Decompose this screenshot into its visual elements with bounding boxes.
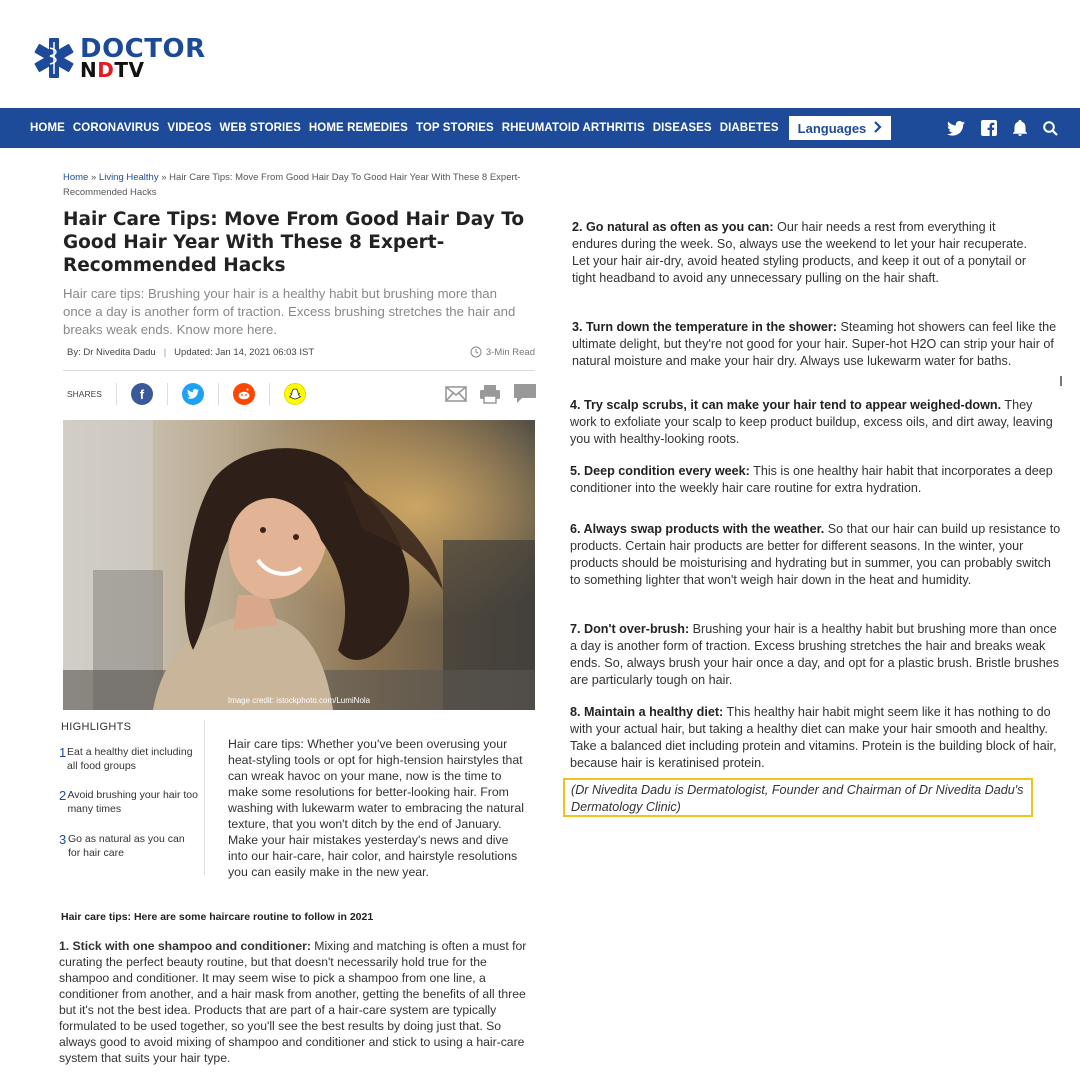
updated-date: Updated: Jan 14, 2021 06:03 IST bbox=[174, 346, 315, 358]
logo-ndtv-text: NDTV bbox=[80, 58, 145, 82]
facebook-share-button[interactable]: f bbox=[131, 383, 153, 405]
nav-videos[interactable]: VIDEOS bbox=[167, 122, 212, 134]
tip-paragraph-2: 2. Go natural as often as you can: Our hair needs a rest from everything it endures during the week. So, always use the weekend to let your hair recuperate. Let your hair air-dry, avoid heated styling products, and keep it out of a ponytail or tight headband to avoid any unnecessary pulling on the hair shaft. bbox=[572, 220, 1028, 285]
highlight-item bbox=[59, 745, 199, 773]
meta-divider: | bbox=[163, 346, 167, 358]
divider bbox=[269, 383, 270, 405]
email-share-icon[interactable] bbox=[445, 386, 467, 402]
shares-label: SHARES bbox=[67, 389, 102, 399]
breadcrumb-home[interactable]: Home bbox=[63, 172, 89, 183]
tip-paragraph-5: 5. Deep condition every week: This is one healthy hair habit that incorporates a deep conditioner into the weekly hair care routine for extra hydration. bbox=[570, 464, 1053, 495]
article-intro: Hair care tips: Whether you've been overusing your heat-styling tools or opt for high-tension hairstyles that can wreak havoc on your mane, now is the time to make some resolutions for better-looking hair. From washing with lukewarm water to embracing the natural texture, that you won't ditch by the end of January. Make your hair mistakes yesterday's news and dive into our hair-care, hair color, and hairstyle resolutions you can easily make in the new year. bbox=[228, 737, 524, 879]
clock-icon bbox=[470, 346, 482, 358]
nav-diseases[interactable]: DISEASES bbox=[652, 122, 712, 134]
scroll-marker bbox=[1060, 376, 1062, 386]
nav-coronavirus[interactable]: CORONAVIRUS bbox=[72, 122, 160, 134]
share-bar bbox=[67, 380, 537, 408]
tip-paragraph-3: 3. Turn down the temperature in the shower: Steaming hot showers can feel like the ultimate delight, but they're not good for your hair. Super-hot H2O can strip your hair of natural moisture and make your hair dry. Always use lukewarm water for baths. bbox=[572, 320, 1057, 368]
article-meta bbox=[67, 346, 535, 358]
site-logo[interactable] bbox=[32, 36, 206, 80]
tip-paragraph-1: 1. Stick with one shampoo and conditioner: Mixing and matching is often a must for curating the perfect beauty routine, but that doesn't necessarily hold true for the shampoo and conditioner. It may seem wise to pick a shampoo from one line, a conditioner from another, and a hair mask from another, getting the benefits of all three but it's not the best idea. Products that are part of a hair-care system are typically formulated to be used together, so you'll see the best results by doing just that. So always good to avoid mixing of shampoo and conditioner and stick to using a hair-care system that suits your hair type. bbox=[59, 939, 527, 1065]
reddit-share-button[interactable] bbox=[233, 383, 255, 405]
tip-paragraph-7: 7. Don't over-brush: Brushing your hair is a healthy habit but brushing more than once a day is another form of traction. Excess brushing stretches the hair and breaks weak ends. So, always brush your hair once a day, and opt for a plastic brush. Bristle brushes are particularly tough on hair. bbox=[570, 622, 1060, 687]
highlights-title: HIGHLIGHTS bbox=[61, 721, 132, 733]
author-note: (Dr Nivedita Dadu is Dermatologist, Founder and Chairman of Dr Nivedita Dadu's Dermatology Clinic) bbox=[563, 778, 1033, 817]
highlight-text: Eat a healthy diet including all food groups bbox=[67, 746, 193, 772]
nav-home-remedies[interactable]: HOME REMEDIES bbox=[308, 122, 408, 134]
comment-icon[interactable] bbox=[513, 383, 537, 405]
tip-paragraph-4: 4. Try scalp scrubs, it can make your hair tend to appear weighed-down. They work to exfoliate your scalp to keep product buildup, excess oils, and dirt away, leaving you with healthy-looking roots. bbox=[570, 398, 1053, 446]
facebook-icon[interactable] bbox=[981, 120, 997, 136]
languages-button[interactable] bbox=[789, 116, 892, 140]
tip-paragraph-8: 8. Maintain a healthy diet: This healthy hair habit might seem like it has nothing to do with your actual hair, but taking a healthy diet can make your hair smooth and healthy. Take a balanced diet including protein and vitamins. Protein is the building block of hair, because hair is keratinised protein. bbox=[570, 705, 1057, 770]
search-icon[interactable] bbox=[1043, 121, 1058, 136]
divider bbox=[204, 720, 205, 875]
languages-label: Languages bbox=[797, 120, 867, 136]
snapchat-share-button[interactable] bbox=[284, 383, 306, 405]
divider bbox=[218, 383, 219, 405]
tip-paragraph-6: 6. Always swap products with the weather. So that our hair can build up resistance to products. Certain hair products are better for different seasons. In the winter, your products should be moisturising and hydrating but in summer, you can probably switch to something lighter that won't weigh hair down in the heat and humidity. bbox=[570, 522, 1061, 587]
nav-rheumatoid-arthritis[interactable]: RHEUMATOID ARTHRITIS bbox=[501, 122, 645, 134]
hero-photo-illustration bbox=[63, 420, 535, 710]
author-byline[interactable]: By: Dr Nivedita Dadu bbox=[67, 346, 156, 358]
breadcrumb-living-healthy[interactable]: Living Healthy bbox=[98, 172, 159, 183]
breadcrumb bbox=[63, 170, 523, 200]
highlight-number: 2 bbox=[59, 788, 67, 803]
image-credit: Image credit: istockphoto.com/LumiNola bbox=[227, 696, 371, 705]
article-hero-image bbox=[63, 420, 535, 710]
highlight-text: Go as natural as you can for hair care bbox=[67, 833, 185, 859]
logo-doctor-text: DOCTOR bbox=[80, 34, 206, 64]
twitter-share-button[interactable] bbox=[182, 383, 204, 405]
highlight-text: Avoid brushing your hair too many times bbox=[67, 789, 198, 815]
divider bbox=[116, 383, 117, 405]
routine-heading: Hair care tips: Here are some haircare routine to follow in 2021 bbox=[61, 911, 374, 923]
highlight-item bbox=[59, 832, 199, 860]
chevron-right-icon bbox=[874, 120, 882, 136]
read-time-label: 3-Min Read bbox=[485, 346, 535, 358]
nav-diabetes[interactable]: DIABETES bbox=[719, 122, 779, 134]
highlight-number: 1 bbox=[59, 745, 67, 760]
highlight-item bbox=[59, 788, 199, 816]
read-time bbox=[470, 346, 535, 358]
nav-web-stories[interactable]: WEB STORIES bbox=[219, 122, 301, 134]
print-icon[interactable] bbox=[479, 384, 501, 404]
divider bbox=[63, 370, 535, 371]
main-nav bbox=[0, 108, 1080, 148]
nav-links bbox=[0, 116, 891, 140]
article-summary: Hair care tips: Brushing your hair is a healthy habit but brushing more than once a day is another form of traction. Excess brushing stretches the hair and breaks weak ends. Know more here. bbox=[63, 286, 516, 337]
breadcrumb-current: Hair Care Tips: Move From Good Hair Day To Good Hair Year With These 8 Expert-Recommended Hacks bbox=[63, 172, 521, 198]
divider bbox=[167, 383, 168, 405]
bell-icon[interactable] bbox=[1013, 120, 1027, 136]
nav-home[interactable]: HOME bbox=[30, 122, 65, 134]
breadcrumb-separator: » bbox=[90, 172, 97, 183]
article-title: Hair Care Tips: Move From Good Hair Day To Good Hair Year With These 8 Expert-Recommended Hacks bbox=[63, 209, 525, 276]
twitter-icon[interactable] bbox=[947, 121, 965, 136]
nav-top-stories[interactable]: TOP STORIES bbox=[415, 122, 494, 134]
medical-star-icon bbox=[32, 36, 76, 80]
breadcrumb-separator: » bbox=[161, 172, 167, 183]
highlight-number: 3 bbox=[59, 832, 67, 847]
